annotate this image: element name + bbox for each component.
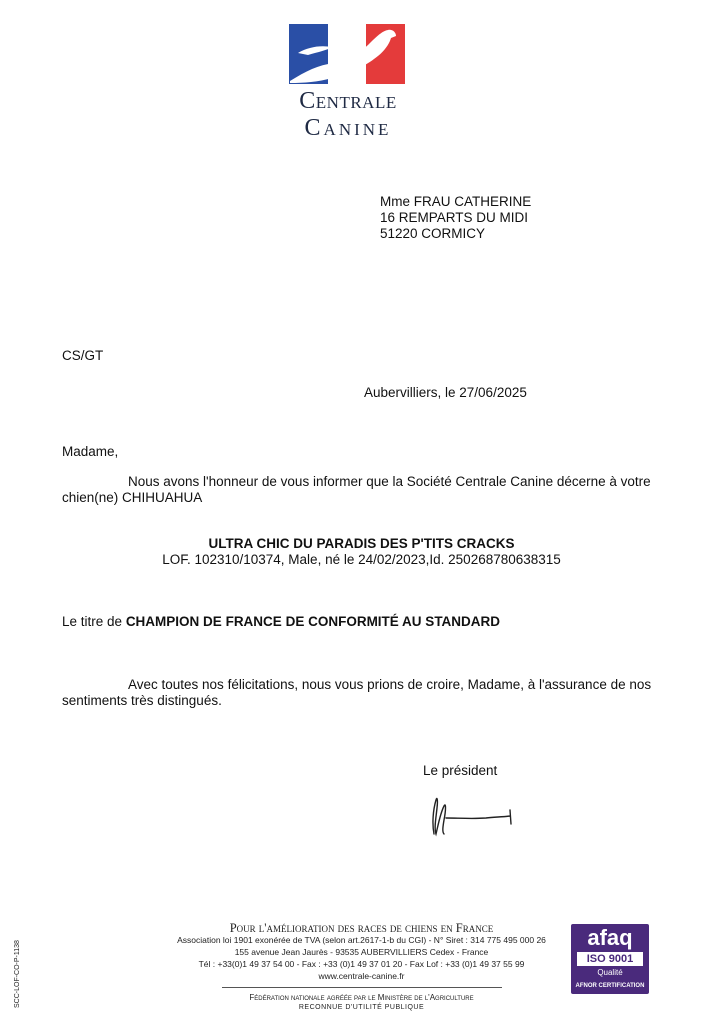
document-code: SCC-LOF-CO-P-1138 <box>14 940 21 1008</box>
dog-name: ULTRA CHIC DU PARADIS DES P'TITS CRACKS <box>208 536 515 551</box>
title-prefix: Le titre de <box>62 614 123 629</box>
championship-title: CHAMPION DE FRANCE DE CONFORMITÉ AU STANDARD <box>125 614 501 629</box>
afaq-certification: AFNOR CERTIFICATION <box>575 983 645 989</box>
closing-line-2: sentiments très distingués. <box>62 693 222 708</box>
logo-wordmark <box>278 88 418 142</box>
centrale-canine-logo <box>288 23 406 85</box>
afaq-quality: Qualité <box>597 968 623 977</box>
afaq-word: afaq <box>587 925 633 950</box>
recipient-address <box>380 194 531 242</box>
footer-address: 155 avenue Jean Jaurès - 93535 AUBERVILLIERS Cedex - France <box>234 947 489 957</box>
footer-motto: Pour l'amélioration des races de chiens en France <box>229 921 494 935</box>
footer-public-utility: RECONNUE D'UTILITÉ PUBLIQUE <box>298 1004 425 1011</box>
logo-line-2: Canine <box>304 115 392 141</box>
signature <box>424 788 516 838</box>
logo-line-1: Centrale <box>299 88 397 114</box>
footer-association: Association loi 1901 exonérée de TVA (selon art.2617-1-b du CGI) - N° Siret : 314 775 495 000 26 <box>177 935 546 945</box>
salutation: Madame, <box>62 444 119 459</box>
footer-divider <box>222 987 502 988</box>
signatory: Le président <box>423 763 498 778</box>
recipient-name: Mme FRAU CATHERINE <box>380 194 532 209</box>
intro-line-1: Nous avons l'honneur de vous informer que la Société Centrale Canine décerne à votre <box>128 474 651 489</box>
dog-details: LOF. 102310/10374, Male, né le 24/02/2023,Id. 250268780638315 <box>162 552 561 567</box>
intro-line-2: chien(ne) CHIHUAHUA <box>62 490 203 505</box>
footer-website: www.centrale-canine.fr <box>318 971 405 981</box>
footer-federation: Fédération nationale agréée par le Ministère de l'Agriculture <box>249 993 474 1002</box>
reference: CS/GT <box>62 348 104 363</box>
footer-phones: Tél : +33(0)1 49 37 54 00 - Fax : +33 (0)1 49 37 01 20 - Fax Lof : +33 (0)1 49 37 55 99 <box>198 959 525 969</box>
afaq-iso-badge <box>571 924 649 994</box>
afaq-iso: ISO 9001 <box>577 952 643 966</box>
recipient-city: 51220 CORMICY <box>380 226 486 241</box>
place-date: Aubervilliers, le 27/06/2025 <box>364 385 527 400</box>
closing-line-1: Avec toutes nos félicitations, nous vous prions de croire, Madame, à l'assurance de nos <box>128 677 652 692</box>
title-line <box>62 614 500 630</box>
recipient-street: 16 REMPARTS DU MIDI <box>380 210 529 225</box>
